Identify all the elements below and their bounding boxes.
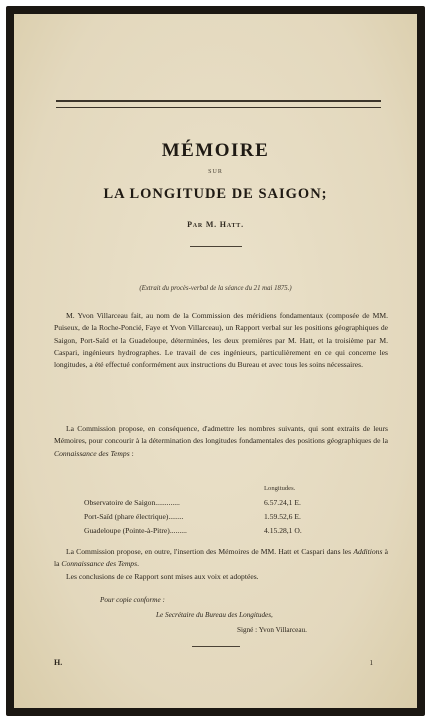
extract-note: (Extrait du procès-verbal de la séance du 21 mai 1875.) [139,285,292,292]
insertion-text-b: à la [54,547,388,569]
insertion-text-a: La Commission propose, en outre, l'insertion des Mémoires de MM. Hatt et Caspari dans les [66,547,354,556]
proposal-italic: Connaissance des Temps [54,448,130,458]
signature-line: Signé : Yvon Villarceau. [237,626,307,634]
paragraph-conclusion: Les conclusions de ce Rapport sont mises aux voix et adoptées. [66,572,259,581]
proposal-text: La Commission propose, en conséquence, d'admettre les nombres suivants, qui sont extraits de leurs Mémoires, pour concourir à la détermination des longitudes fondamentales des positions géographiques de la [54,424,388,446]
longitudes-heading: Longitudes. [264,485,296,492]
insertion-italic-a: Additions [353,547,383,556]
longitude-place: Observatoire de Saigon............. [84,498,180,507]
longitude-place: Port-Saïd (phare électrique)........ [84,512,184,521]
longitude-value: 6.57.24,1 E. [264,498,301,507]
longitude-value: 1.59.52,6 E. [264,512,301,521]
paragraph-proposal [54,423,388,460]
document-page [14,14,417,708]
proposal-end: : [129,448,134,458]
footer-divider [192,646,240,647]
insertion-text-c: . [137,559,139,569]
longitude-value: 4.15.28,1 O. [264,526,302,535]
secretary-line: Le Secrétaire du Bureau des Longitudes, [156,611,273,619]
title-divider [190,246,242,247]
insertion-italic-b: Connaissance des Temps [61,559,138,569]
title-connector: SUR [208,169,223,175]
paragraph-insertion [54,546,388,571]
page-number: 1 [369,659,373,667]
longitude-row [84,512,374,524]
header-double-rule [56,100,381,108]
document-title: MÉMOIRE [161,140,270,161]
copy-line: Pour copie conforme : [100,596,165,604]
document-author: Par M. Hatt. [187,220,244,229]
signature-mark: H. [54,658,63,667]
longitude-row [84,526,374,538]
longitude-place: Guadeloupe (Pointe-à-Pitre)......... [84,526,187,535]
paragraph-report: M. Yvon Villarceau fait, au nom de la Commission des méridiens fondamentaux (composée de MM. Puiseux, de la Roche-Poncié, Faye et Yvon Villarceau), un Rapport verbal sur les positions géographiques de Saigon, Port-Saïd et la Guadeloupe, déterminées, les deux premières par M. Hatt, et la troisième par M. Caspari, ingénieurs hydrographes. Le travail de ces ingénieurs, particulièrement en ce qui concerne les longitudes, a été effectué conformément aux instructions du Bureau et avec tous les soins nécessaires. [54,311,388,370]
document-subtitle: LA LONGITUDE DE SAIGON; [103,186,328,202]
longitude-row [84,498,374,510]
